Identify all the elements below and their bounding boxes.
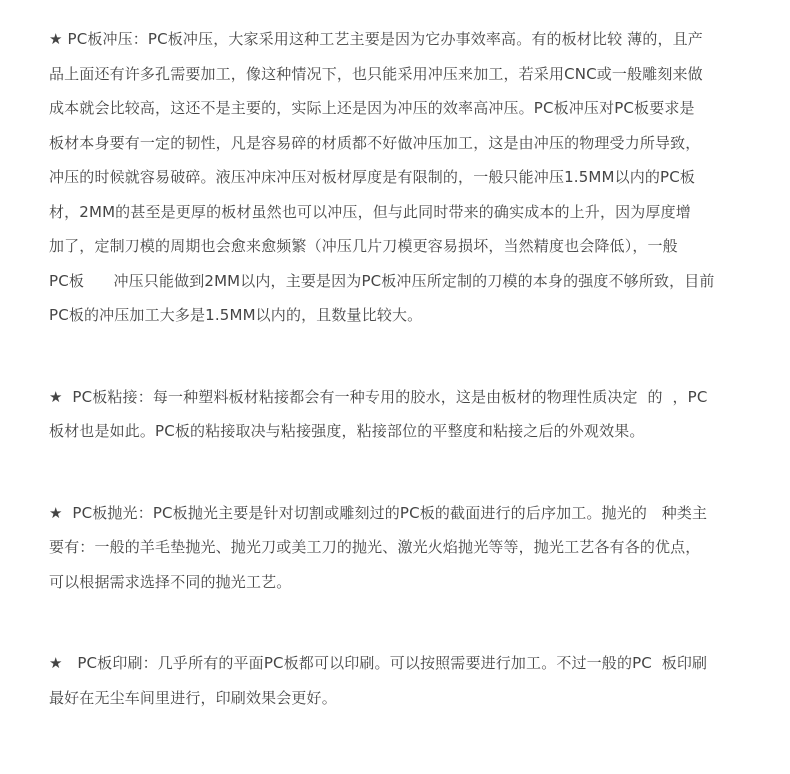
paragraph-pc-polishing: [49, 496, 749, 600]
paragraph-spacer: [49, 333, 749, 380]
document-body: [49, 22, 749, 715]
paragraph-line: PC板 冲压只能做到2MM以内，主要是因为PC板冲压所定制的刀模的本身的强度不够所致，目前: [49, 271, 715, 290]
paragraph-spacer: [49, 599, 749, 646]
paragraph-line: 材，2MM的甚至是更厚的板材虽然也可以冲压，但与此同时带来的确实成本的上升，因为厚度增: [49, 202, 691, 221]
paragraph-line: PC板的冲压加工大多是1.5MM以内的，且数量比较大。: [49, 306, 423, 324]
paragraph-line: 加了，定制刀模的周期也会愈来愈频繁（冲压几片刀模更容易损坏，当然精度也会降低），一般: [49, 237, 678, 255]
paragraph-line: 要有：一般的羊毛垫抛光、抛光刀或美工刀的抛光、激光火焰抛光等等，抛光工艺各有各的优点，: [49, 538, 701, 556]
paragraph-line: ★ PC板印刷：几乎所有的平面PC板都可以印刷。可以按照需要进行加工。不过一般的PC 板印刷: [49, 654, 708, 672]
paragraph-line: 可以根据需求选择不同的抛光工艺。: [49, 572, 292, 591]
paragraph-line: 最好在无尘车间里进行，印刷效果会更好。: [49, 688, 337, 707]
paragraph-line: 成本就会比较高，这还不是主要的，实际上还是因为冲压的效率高冲压。PC板冲压对PC板要求是: [49, 99, 695, 117]
paragraph-pc-stamping: [49, 22, 749, 333]
paragraph-line: ★ PC板粘接：每一种塑料板材粘接都会有一种专用的胶水，这是由板材的物理性质决定 的 ，PC: [49, 387, 708, 406]
paragraph-spacer: [49, 449, 749, 496]
paragraph-line: 板材也是如此。PC板的粘接取决与粘接强度，粘接部位的平整度和粘接之后的外观效果。: [49, 422, 645, 440]
paragraph-pc-printing: [49, 646, 749, 715]
paragraph-line: 板材本身要有一定的韧性，凡是容易碎的材质都不好做冲压加工，这是由冲压的物理受力所导致，: [49, 133, 701, 152]
paragraph-line: ★ PC板抛光：PC板抛光主要是针对切割或雕刻过的PC板的截面进行的后序加工。抛光的 种类主: [49, 503, 708, 522]
paragraph-line: 品上面还有许多孔需要加工，像这种情况下，也只能采用冲压来加工，若采用CNC或一般雕刻来做: [49, 64, 703, 83]
paragraph-line: ★ PC板冲压：PC板冲压，大家采用这种工艺主要是因为它办事效率高。有的板材比较 薄的，且产: [49, 30, 703, 48]
paragraph-line: 冲压的时候就容易破碎。液压冲床冲压对板材厚度是有限制的，一般只能冲压1.5MM以内的PC板: [49, 168, 696, 186]
paragraph-pc-bonding: [49, 380, 749, 449]
